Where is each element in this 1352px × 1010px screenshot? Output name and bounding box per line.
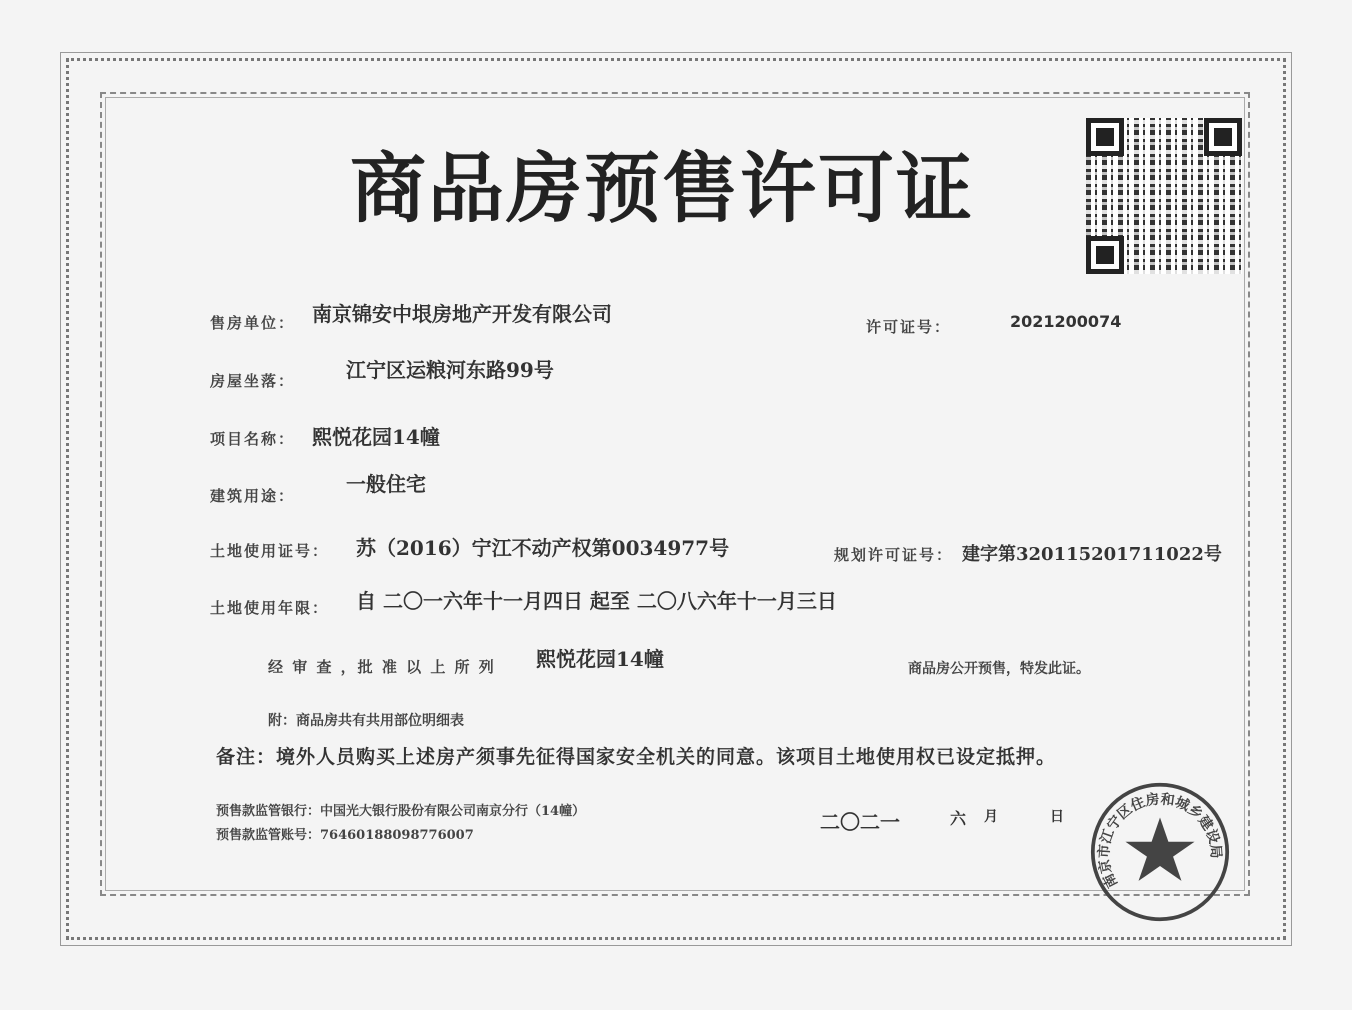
issue-day-label: 日 [1050, 809, 1064, 825]
planning-label: 规划许可证号： [834, 546, 954, 564]
permit-no-label: 许可证号： [866, 318, 952, 336]
approval-prefix: 经 审 查 ，批 准 以 上 所 列 [268, 658, 496, 676]
land-cert-value: 苏（2016）宁江不动产权第0034977号 [356, 536, 730, 560]
project-value: 熙悦花园14幢 [312, 425, 440, 449]
approval-suffix: 商品房公开预售，特发此证。 [908, 661, 1090, 677]
location-value: 江宁区运粮河东路99号 [346, 358, 554, 382]
svg-text:南京市江宁区住房和城乡建设局: 南京市江宁区住房和城乡建设局 [1096, 791, 1224, 891]
land-cert-label: 土地使用证号： [210, 542, 330, 560]
usage-value: 一般住宅 [346, 472, 426, 496]
issue-year: 二〇二一 [820, 810, 900, 834]
issue-month: 六 [950, 809, 967, 828]
escrow-account: 预售款监管账号：76460188098776007 [216, 828, 474, 843]
project-label: 项目名称： [210, 430, 296, 448]
star-icon [1125, 817, 1194, 880]
remark: 备注：境外人员购买上述房产须事先征得国家安全机关的同意。该项目土地使用权已设定抵押。 [216, 746, 1057, 768]
usage-label: 建筑用途： [210, 487, 296, 505]
issue-month-label: 月 [984, 809, 998, 825]
seller-label: 售房单位： [210, 314, 296, 332]
planning-value: 建字第320115201711022号 [962, 544, 1222, 565]
seller-value: 南京锦安中垠房地产开发有限公司 [312, 302, 612, 326]
official-seal [1090, 782, 1230, 922]
qr-code [1086, 118, 1242, 274]
certificate-title: 商品房预售许可证 [350, 144, 974, 233]
location-label: 房屋坐落： [210, 372, 296, 390]
permit-no-value: 2021200074 [1010, 312, 1122, 331]
attachment-note: 附：商品房共有共用部位明细表 [268, 713, 464, 729]
land-term-label: 土地使用年限： [210, 599, 330, 617]
land-term-value: 自 二〇一六年十一月四日 起至 二〇八六年十一月三日 [356, 589, 837, 613]
escrow-bank: 预售款监管银行：中国光大银行股份有限公司南京分行（14幢） [216, 804, 586, 819]
approval-project: 熙悦花园14幢 [536, 647, 664, 671]
